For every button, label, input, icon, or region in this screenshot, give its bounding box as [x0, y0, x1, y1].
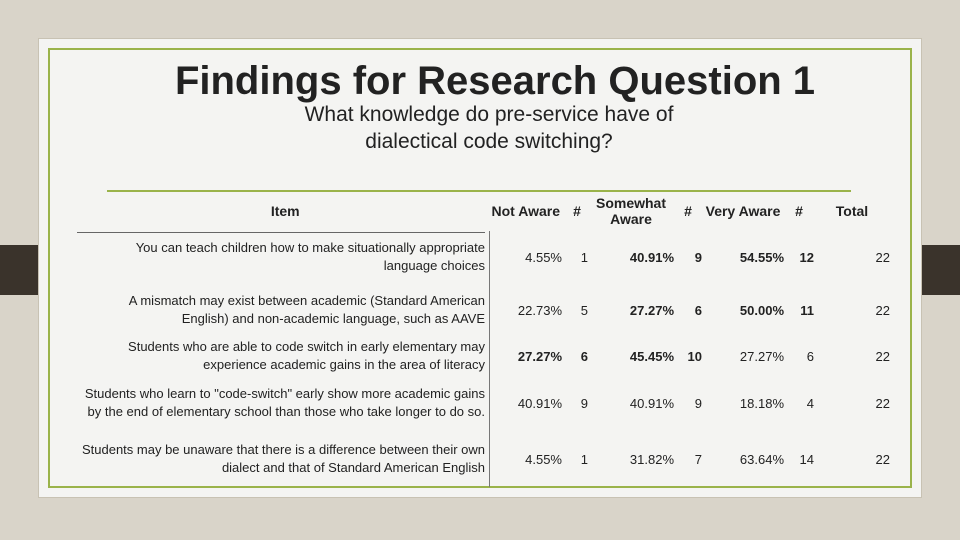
row-total: 22 — [875, 451, 890, 467]
slide-subtitle: What knowledge do pre-service have of dialectical code switching? — [304, 103, 674, 153]
table-row — [81, 431, 890, 487]
row-item: You can teach children how to make situationally appropriate language choices — [81, 231, 490, 283]
row-count-somewhat-aware: 7 — [694, 451, 702, 467]
row-item: A mismatch may exist between academic (Standard American English) and non-academic language, such as AAVE — [81, 283, 490, 337]
row-count-somewhat-aware: 10 — [687, 348, 702, 364]
row-total: 22 — [875, 249, 890, 265]
header-very-aware: Very Aware — [705, 203, 781, 219]
row-count-somewhat-aware: 9 — [694, 395, 702, 411]
row-item: Students may be unaware that there is a difference between their own dialect and that of Standard American English — [81, 431, 490, 487]
row-somewhat-aware: 31.82% — [629, 451, 674, 467]
findings-table — [81, 191, 890, 487]
table-row — [81, 283, 890, 337]
table-row — [81, 231, 890, 283]
row-very-aware: 50.00% — [739, 302, 784, 318]
row-count-not-aware: 9 — [580, 395, 588, 411]
row-count-not-aware: 5 — [580, 302, 588, 318]
header-count-very-aware: # — [795, 203, 803, 219]
row-very-aware: 54.55% — [739, 249, 784, 265]
table-row — [81, 375, 890, 431]
row-very-aware: 27.27% — [739, 348, 784, 364]
row-not-aware: 4.55% — [525, 249, 562, 265]
row-not-aware: 22.73% — [517, 302, 562, 318]
row-count-somewhat-aware: 6 — [694, 302, 702, 318]
row-not-aware: 40.91% — [517, 395, 562, 411]
row-total: 22 — [875, 348, 890, 364]
row-item: Students who are able to code switch in early elementary may experience academic gains in the area of literacy — [81, 337, 490, 375]
row-somewhat-aware: 45.45% — [629, 348, 674, 364]
row-very-aware: 18.18% — [739, 395, 784, 411]
row-count-very-aware: 4 — [806, 395, 814, 411]
left-edge-tab — [0, 245, 38, 295]
row-count-not-aware: 1 — [580, 451, 588, 467]
row-total: 22 — [875, 302, 890, 318]
row-not-aware: 27.27% — [517, 348, 562, 364]
row-not-aware: 4.55% — [525, 451, 562, 467]
header-item: Item — [270, 203, 300, 219]
row-item: Students who learn to "code-switch" early show more academic gains by the end of elementary school than those who take longer to do so. — [81, 375, 490, 431]
row-very-aware: 63.64% — [739, 451, 784, 467]
row-somewhat-aware: 27.27% — [629, 302, 674, 318]
table-row — [81, 337, 890, 375]
row-somewhat-aware: 40.91% — [629, 395, 674, 411]
slide-title: Findings for Research Question 1 — [174, 59, 816, 103]
slide — [38, 38, 922, 498]
header-not-aware: Not Aware — [491, 203, 560, 219]
header-count-not-aware: # — [573, 203, 581, 219]
header-count-somewhat-aware: # — [684, 203, 692, 219]
header-somewhat-aware: Somewhat Aware — [595, 195, 666, 227]
row-count-very-aware: 6 — [806, 348, 814, 364]
row-count-very-aware: 11 — [800, 302, 814, 318]
row-count-very-aware: 12 — [799, 249, 814, 265]
header-total: Total — [835, 203, 869, 219]
table-header-row — [81, 191, 890, 231]
row-count-not-aware: 1 — [580, 249, 588, 265]
right-edge-tab — [922, 245, 960, 295]
row-count-very-aware: 14 — [799, 451, 814, 467]
row-total: 22 — [875, 395, 890, 411]
row-count-not-aware: 6 — [580, 348, 588, 364]
row-somewhat-aware: 40.91% — [629, 249, 674, 265]
row-count-somewhat-aware: 9 — [694, 249, 702, 265]
